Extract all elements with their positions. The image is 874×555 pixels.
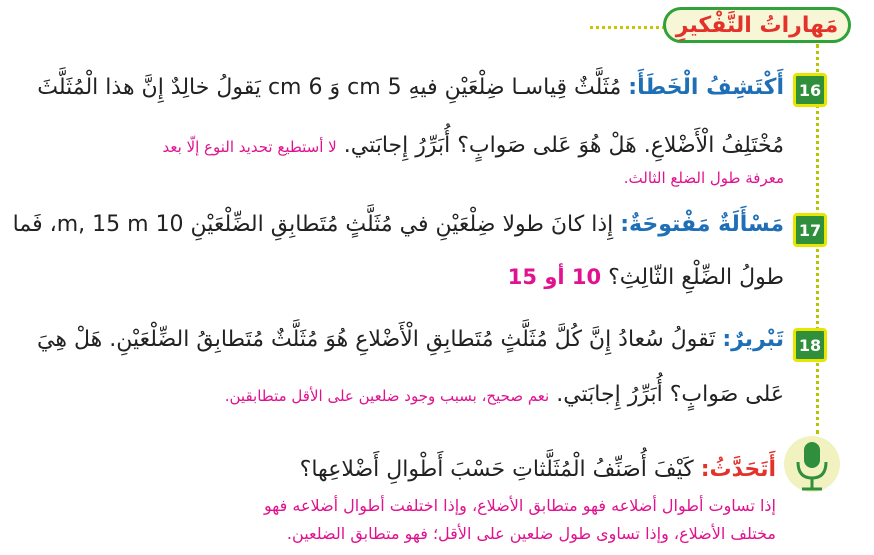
q16-text1: مُثَلَّثٌ قِياسـا ضِلْعَيْنِ فيهِ 5 cm وَ 6 cm يَقولُ خالِدٌ إِنَّ هذا الْمُثَلَّثَ <box>37 75 622 100</box>
question-18-badge: 18 <box>793 328 827 362</box>
question-16-badge: 16 <box>793 73 827 107</box>
talk-question: كَيْفَ أُصَنِّفُ الْمُثَلَّثاتِ حَسْبَ أَطْوالِ أَضْلاعِها؟ <box>299 457 694 482</box>
q17-line1 <box>13 210 784 240</box>
talk-line <box>300 455 776 485</box>
q18-text1: تَقولُ سُعادُ إِنَّ كُلَّ مُثَلَّثٍ مُتَطابِقِ الْأَضْلاعِ هُوَ مُثَلَّثٌ مُتَطابِقُ الضِّلْعَيْنِ. هَلْ هِيَ <box>37 327 716 352</box>
q17-line2 <box>508 262 784 293</box>
q18-line2 <box>225 380 784 411</box>
q18-text2: عَلى صَوابٍ؟ أُبَرِّرُ إِجابَتي. <box>556 382 784 407</box>
talk-answer2: مختلف الأضلاع، وإذا تساوى طول ضلعين على الأقل؛ فهو متطابق الضلعين. <box>286 524 776 543</box>
q18-label: تَبْريرٌ: <box>722 327 784 352</box>
q16-answer1: لا أستطيع تحديد النوع إلّا بعد <box>162 138 337 156</box>
q16-label: أَكْتَشِفُ الْخَطَأَ: <box>628 75 784 100</box>
q17-text1: إِذا كانَ طولا ضِلْعَيْنِ في مُثَلَّثٍ مُتَطابِقِ الضِّلْعَيْنِ 10 m, 15 m، فَما <box>12 212 614 237</box>
q17-text2: طولُ الضِّلْعِ الثّالِثِ؟ <box>608 265 784 290</box>
q17-answer: 10 أو 15 <box>507 265 602 289</box>
talk-answer1: إذا تساوت أطوال أضلاعه فهو متطابق الأضلاع، وإذا اختلفت أطوال أضلاعه فهو <box>264 496 776 515</box>
section-title: مَهاراتُ التَّفْكيرِ <box>663 7 851 43</box>
q18-answer: نعم صحيح، بسبب وجود ضلعين على الأقل متطابقين. <box>224 387 550 405</box>
q17-label: مَسْأَلَةٌ مَفْتوحَةٌ: <box>620 212 784 237</box>
q18-line1 <box>37 325 784 355</box>
q16-answer2: معرفة طول الضلع الثالث. <box>623 169 784 187</box>
q16-line1 <box>37 73 784 103</box>
q16-text2: مُخْتَلِفُ الْأَضْلاعِ. هَلْ هُوَ عَلى صَوابٍ؟ أُبَرِّرُ إِجابَتي. <box>343 133 784 158</box>
microphone-icon <box>782 432 842 502</box>
talk-label: أَتَحَدَّثُ: <box>700 457 776 482</box>
header-dotted-line <box>590 26 665 29</box>
question-17-badge: 17 <box>793 213 827 247</box>
q16-line2 <box>163 131 784 162</box>
